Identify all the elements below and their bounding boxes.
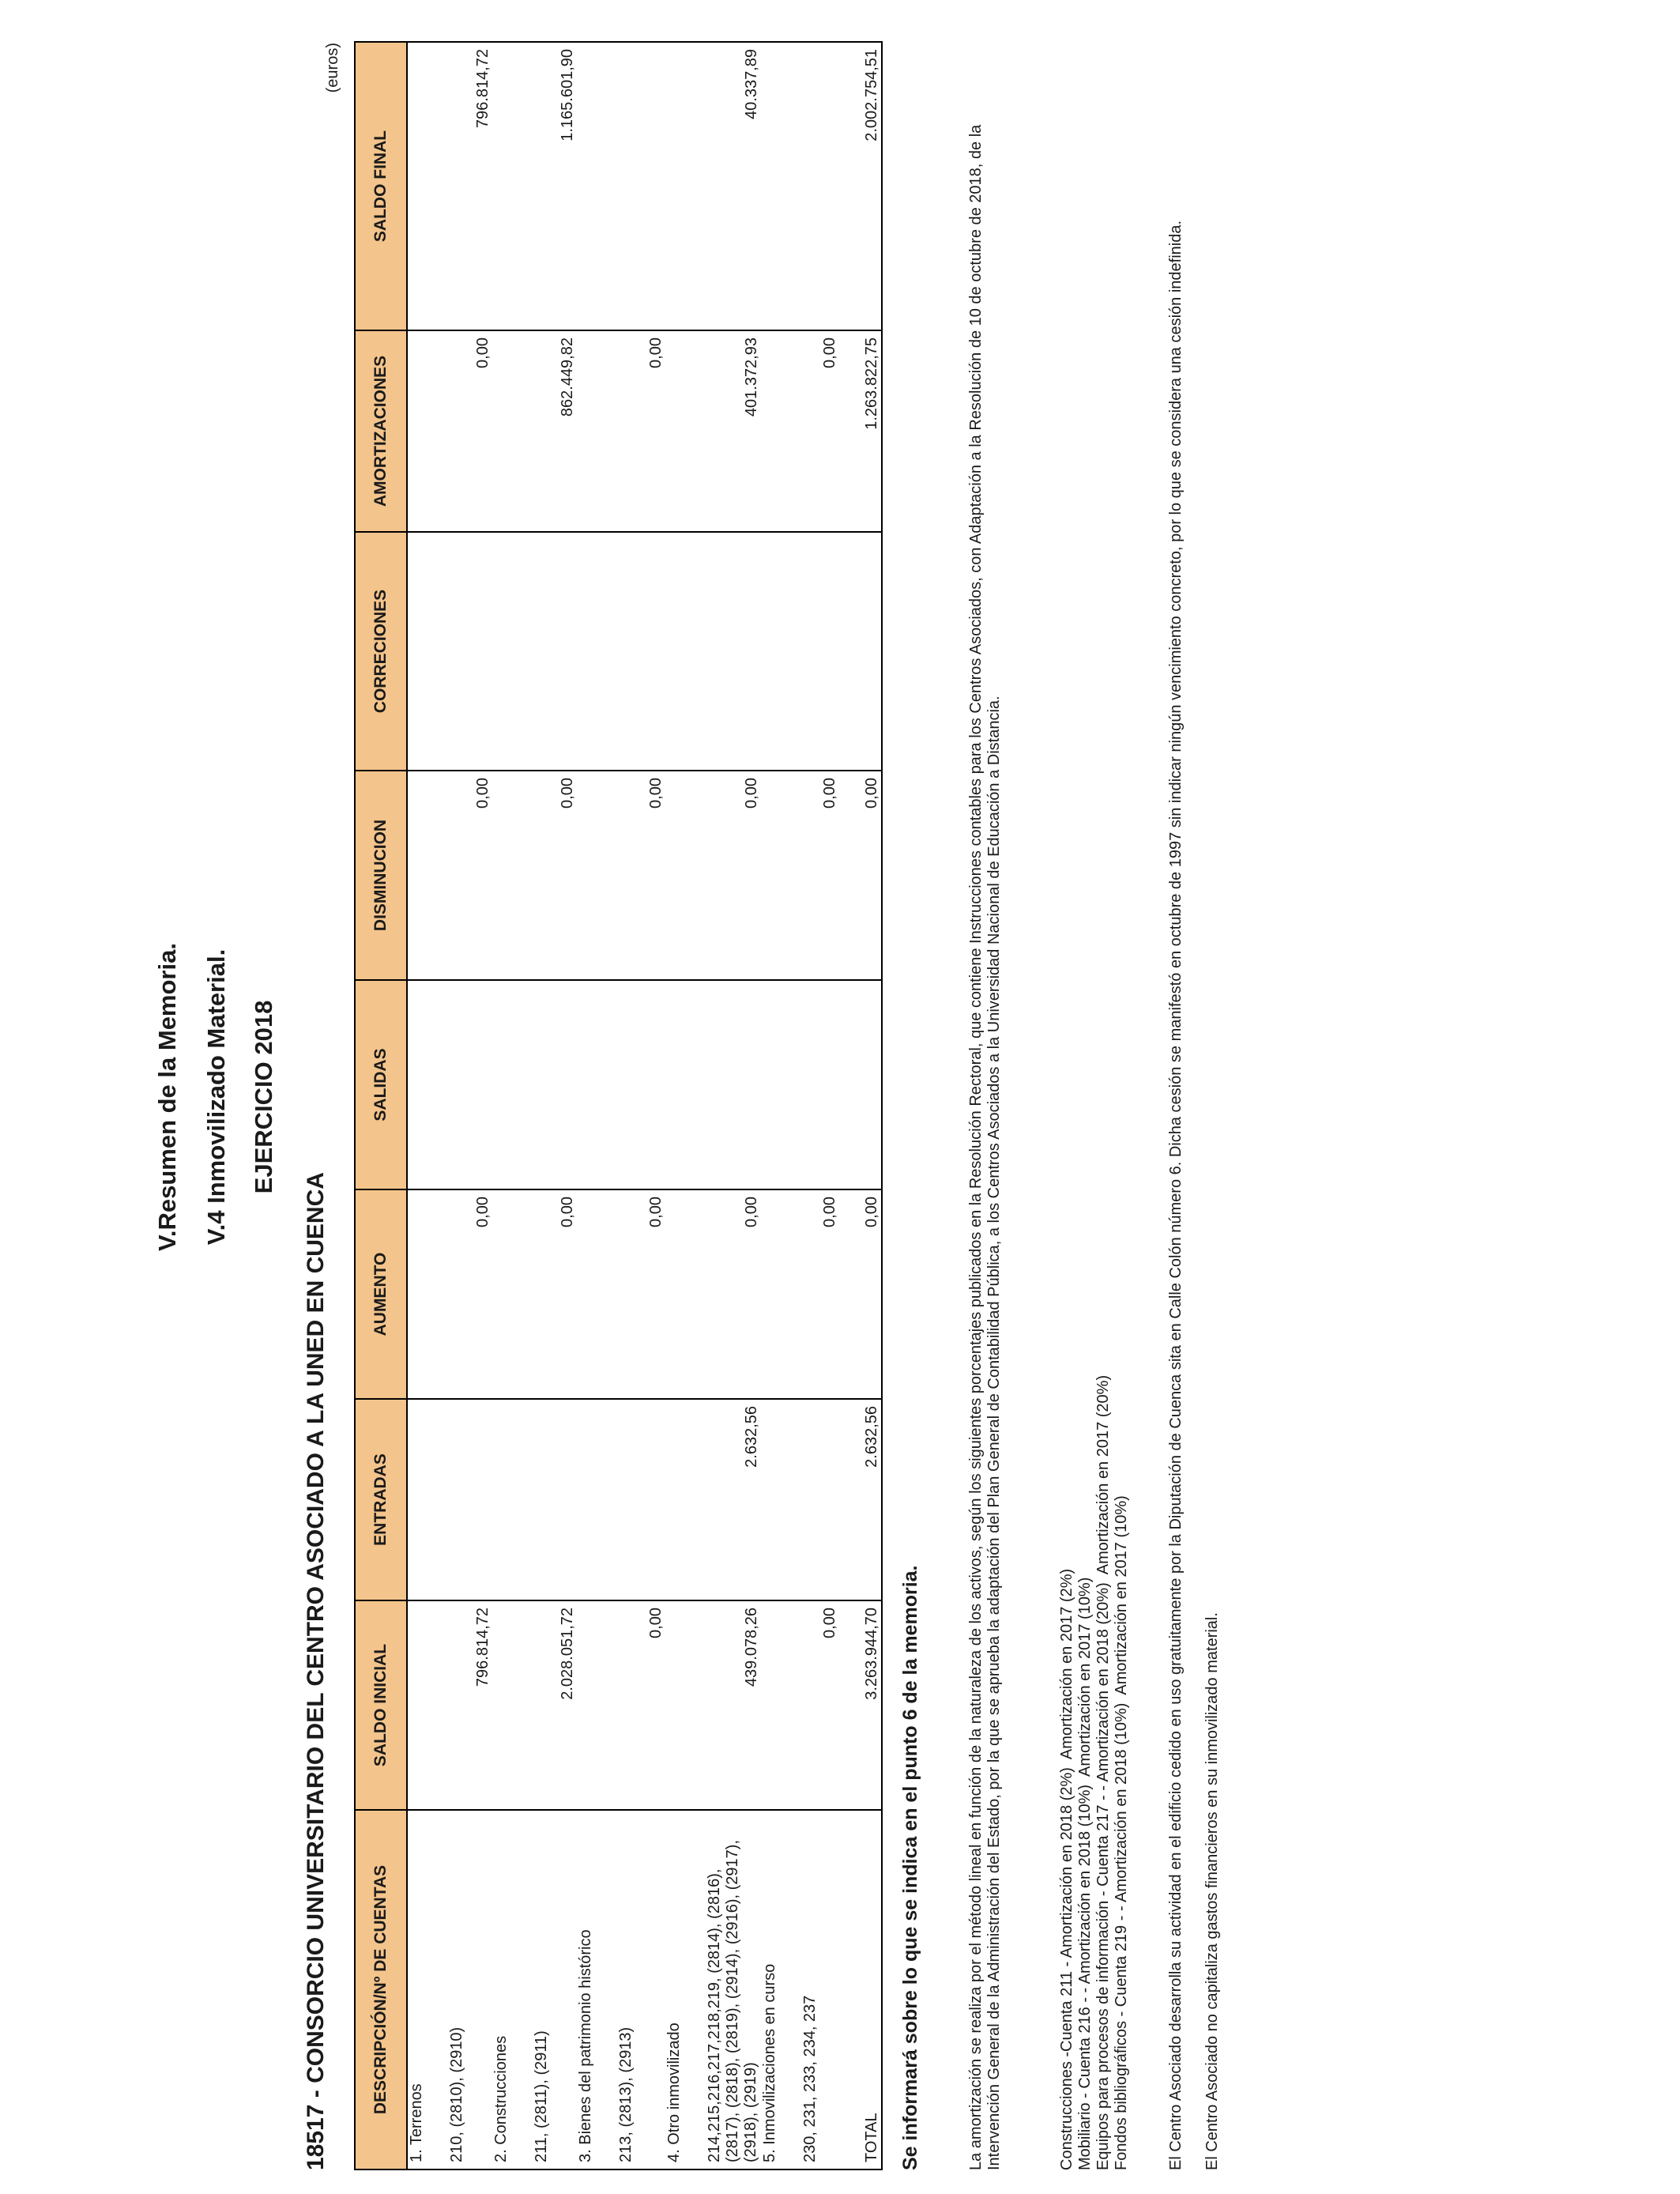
- cell-disminucion: [407, 771, 448, 980]
- cell-correciones: [665, 532, 706, 771]
- cell-entradas: [665, 1399, 706, 1600]
- col-header-saldo-final: SALDO FINAL: [355, 42, 407, 330]
- cell-disminucion: 0,00: [617, 771, 665, 980]
- cell-salidas: [665, 980, 706, 1189]
- cell-salidas: [448, 980, 492, 1189]
- cell-saldo-inicial: [492, 1600, 533, 1810]
- cell-saldo-final: 40.337,89: [706, 42, 761, 330]
- cell-aumento: 0,00: [839, 1189, 882, 1399]
- cell-saldo-inicial: [407, 1600, 448, 1810]
- cell-description: 214,215,216,217,218,219, (2814), (2816), (2817), (2818), (2819), (2914), (2916), (2917), (2918), (2919): [706, 1810, 761, 2169]
- table-row: [665, 42, 706, 2169]
- cell-entradas: [533, 1399, 577, 1600]
- cell-aumento: 0,00: [448, 1189, 492, 1399]
- cell-description: TOTAL: [839, 1810, 882, 2169]
- col-header-salidas: SALIDAS: [355, 980, 407, 1189]
- amortization-line: Equipos para procesos de información - Cuenta 217 - - Amortización en 2018 (20%) Amortización en 2017 (20%): [1094, 1374, 1112, 2170]
- cell-description: 211, (2811), (2911): [533, 1810, 577, 2169]
- cell-description: 213, (2813), (2913): [617, 1810, 665, 2169]
- cell-entradas: [577, 1399, 617, 1600]
- cell-amortizaciones: [492, 330, 533, 532]
- cell-salidas: [577, 980, 617, 1189]
- section-title: V.4 Inmovilizado Material.: [202, 948, 230, 1246]
- cell-saldo-inicial: [665, 1600, 706, 1810]
- cell-description: 5. Inmovilizaciones en curso: [761, 1810, 801, 2169]
- cell-aumento: [492, 1189, 533, 1399]
- cell-saldo-inicial: 796.814,72: [448, 1600, 492, 1810]
- cell-amortizaciones: 0,00: [801, 330, 839, 532]
- cell-entradas: 2.632,56: [839, 1399, 882, 1600]
- col-header-entradas: ENTRADAS: [355, 1399, 407, 1600]
- table-row: [801, 42, 839, 2169]
- cell-salidas: [706, 980, 761, 1189]
- cell-aumento: [761, 1189, 801, 1399]
- cell-salidas: [839, 980, 882, 1189]
- cell-amortizaciones: 0,00: [617, 330, 665, 532]
- cell-amortizaciones: [407, 330, 448, 532]
- cell-correciones: [577, 532, 617, 771]
- cell-amortizaciones: [761, 330, 801, 532]
- cell-saldo-final: [492, 42, 533, 330]
- cell-amortizaciones: 0,00: [448, 330, 492, 532]
- table-row: [448, 42, 492, 2169]
- table-row: [492, 42, 533, 2169]
- cell-correciones: [801, 532, 839, 771]
- cell-aumento: 0,00: [801, 1189, 839, 1399]
- cell-disminucion: [761, 771, 801, 980]
- col-header-description: DESCRIPCIÓN/Nº DE CUENTAS: [355, 1810, 407, 2169]
- cell-aumento: [407, 1189, 448, 1399]
- summary-title: V.Resumen de la Memoria.: [153, 943, 181, 1251]
- amortization-line: Construcciones -Cuenta 211 - Amortización en 2018 (2%) Amortización en 2017 (2%): [1058, 1568, 1075, 2170]
- cell-saldo-final: [665, 42, 706, 330]
- cell-amortizaciones: 401.372,93: [706, 330, 761, 532]
- col-header-aumento: AUMENTO: [355, 1189, 407, 1399]
- cell-salidas: [492, 980, 533, 1189]
- cell-saldo-final: 1.165.601,90: [533, 42, 577, 330]
- col-header-amortizaciones: AMORTIZACIONES: [355, 330, 407, 532]
- memoria-reference-note: Se informará sobre lo que se indica en el punto 6 de la memoria.: [899, 1565, 921, 2170]
- table-row: [577, 42, 617, 2169]
- cell-description: 230, 231, 233, 234, 237: [801, 1810, 839, 2169]
- cell-entradas: [801, 1399, 839, 1600]
- fiscal-year-title: EJERCICIO 2018: [250, 1000, 277, 1194]
- col-header-correciones: CORRECIONES: [355, 532, 407, 771]
- cell-saldo-final: [761, 42, 801, 330]
- fixed-assets-table: [354, 41, 883, 2170]
- cell-amortizaciones: [577, 330, 617, 532]
- cell-disminucion: [665, 771, 706, 980]
- cell-disminucion: 0,00: [839, 771, 882, 980]
- cell-saldo-inicial: 0,00: [617, 1600, 665, 1810]
- amortization-rates-list: [1058, 1375, 1131, 2170]
- building-cession-paragraph: El Centro Asociado desarrolla su actividad en el edificio cedido en uso gratuitamente por la Diputación de Cuenca sita en Calle Colón número 6. Dicha cesión se manifestó en octubre de 1997 sin indicar ningún vencimiento concreto, por lo que se considera una cesión indefinida.: [1167, 220, 1185, 2170]
- cell-correciones: [706, 532, 761, 771]
- col-header-saldo-inicial: SALDO INICIAL: [355, 1600, 407, 1810]
- cell-entradas: [617, 1399, 665, 1600]
- cell-saldo-inicial: 3.263.944,70: [839, 1600, 882, 1810]
- amortization-line: Fondos bibliográficos - Cuenta 219 - - Amortización en 2018 (10%) Amortización en 2017 (10%): [1113, 1495, 1130, 2170]
- cell-description: 4. Otro inmovilizado: [665, 1810, 706, 2169]
- cell-amortizaciones: 862.449,82: [533, 330, 577, 532]
- cell-salidas: [801, 980, 839, 1189]
- cell-saldo-final: [617, 42, 665, 330]
- cell-aumento: [577, 1189, 617, 1399]
- amortization-line: Mobiliario - Cuenta 216 - - Amortización en 2018 (10%) Amortización en 2017 (10%): [1076, 1577, 1094, 2170]
- cell-saldo-final: [801, 42, 839, 330]
- cell-disminucion: 0,00: [533, 771, 577, 980]
- cell-saldo-inicial: 439.078,26: [706, 1600, 761, 1810]
- cell-salidas: [533, 980, 577, 1189]
- cell-correciones: [761, 532, 801, 771]
- cell-description: 3. Bienes del patrimonio histórico: [577, 1810, 617, 2169]
- cell-entradas: 2.632,56: [706, 1399, 761, 1600]
- cell-disminucion: [492, 771, 533, 980]
- cell-saldo-inicial: [761, 1600, 801, 1810]
- cell-saldo-inicial: [577, 1600, 617, 1810]
- cell-amortizaciones: [665, 330, 706, 532]
- cell-aumento: 0,00: [706, 1189, 761, 1399]
- cell-description: 2. Construcciones: [492, 1810, 533, 2169]
- table-row: [706, 42, 761, 2169]
- table-row: [617, 42, 665, 2169]
- cell-disminucion: [577, 771, 617, 980]
- cell-description: 1. Terrenos: [407, 1810, 448, 2169]
- cell-correciones: [492, 532, 533, 771]
- cell-entradas: [407, 1399, 448, 1600]
- cell-saldo-final: [407, 42, 448, 330]
- cell-correciones: [407, 532, 448, 771]
- cell-disminucion: 0,00: [448, 771, 492, 980]
- cell-aumento: 0,00: [617, 1189, 665, 1399]
- cell-aumento: 0,00: [533, 1189, 577, 1399]
- col-header-disminucion: DISMINUCION: [355, 771, 407, 980]
- table-row: [533, 42, 577, 2169]
- cell-disminucion: 0,00: [801, 771, 839, 980]
- cell-entradas: [448, 1399, 492, 1600]
- cell-amortizaciones: 1.263.822,75: [839, 330, 882, 532]
- cell-entradas: [761, 1399, 801, 1600]
- cell-description: 210, (2810), (2910): [448, 1810, 492, 2169]
- table-header-row: [355, 42, 407, 2169]
- cell-correciones: [839, 532, 882, 771]
- cell-saldo-final: [577, 42, 617, 330]
- entity-name: 18517 - CONSORCIO UNIVERSITARIO DEL CENTRO ASOCIADO A LA UNED EN CUENCA: [303, 1172, 329, 2170]
- amortization-method-paragraph: La amortización se realiza por el método lineal en función de la naturaleza de los activos, según los siguientes porcentajes publicados en la Resolución Rectoral, que contiene Instrucciones contables para los Centros Asociados, con Adaptación a la Resolución de 10 de octubre de 2018, de la Intervención General de la Administración del Estado, por la que se aprueba la adaptación del Plan General de Contabilidad Pública, a los Centros Asociados a la Universidad Nacional de Educación a Distancia.: [967, 124, 1003, 2170]
- cell-salidas: [407, 980, 448, 1189]
- cell-saldo-inicial: 2.028.051,72: [533, 1600, 577, 1810]
- cell-correciones: [448, 532, 492, 771]
- cell-saldo-final: 2.002.754,51: [839, 42, 882, 330]
- cell-aumento: [665, 1189, 706, 1399]
- cell-salidas: [761, 980, 801, 1189]
- table-row: [761, 42, 801, 2169]
- table-row: [407, 42, 448, 2169]
- cell-entradas: [492, 1399, 533, 1600]
- financial-costs-note: El Centro Asociado no capitaliza gastos financieros en su inmovilizado material.: [1203, 1612, 1221, 2170]
- cell-saldo-inicial: 0,00: [801, 1600, 839, 1810]
- cell-correciones: [533, 532, 577, 771]
- cell-correciones: [617, 532, 665, 771]
- cell-saldo-final: 796.814,72: [448, 42, 492, 330]
- currency-unit: (euros): [324, 43, 341, 93]
- table-total-row: [839, 42, 882, 2169]
- cell-disminucion: 0,00: [706, 771, 761, 980]
- cell-salidas: [617, 980, 665, 1189]
